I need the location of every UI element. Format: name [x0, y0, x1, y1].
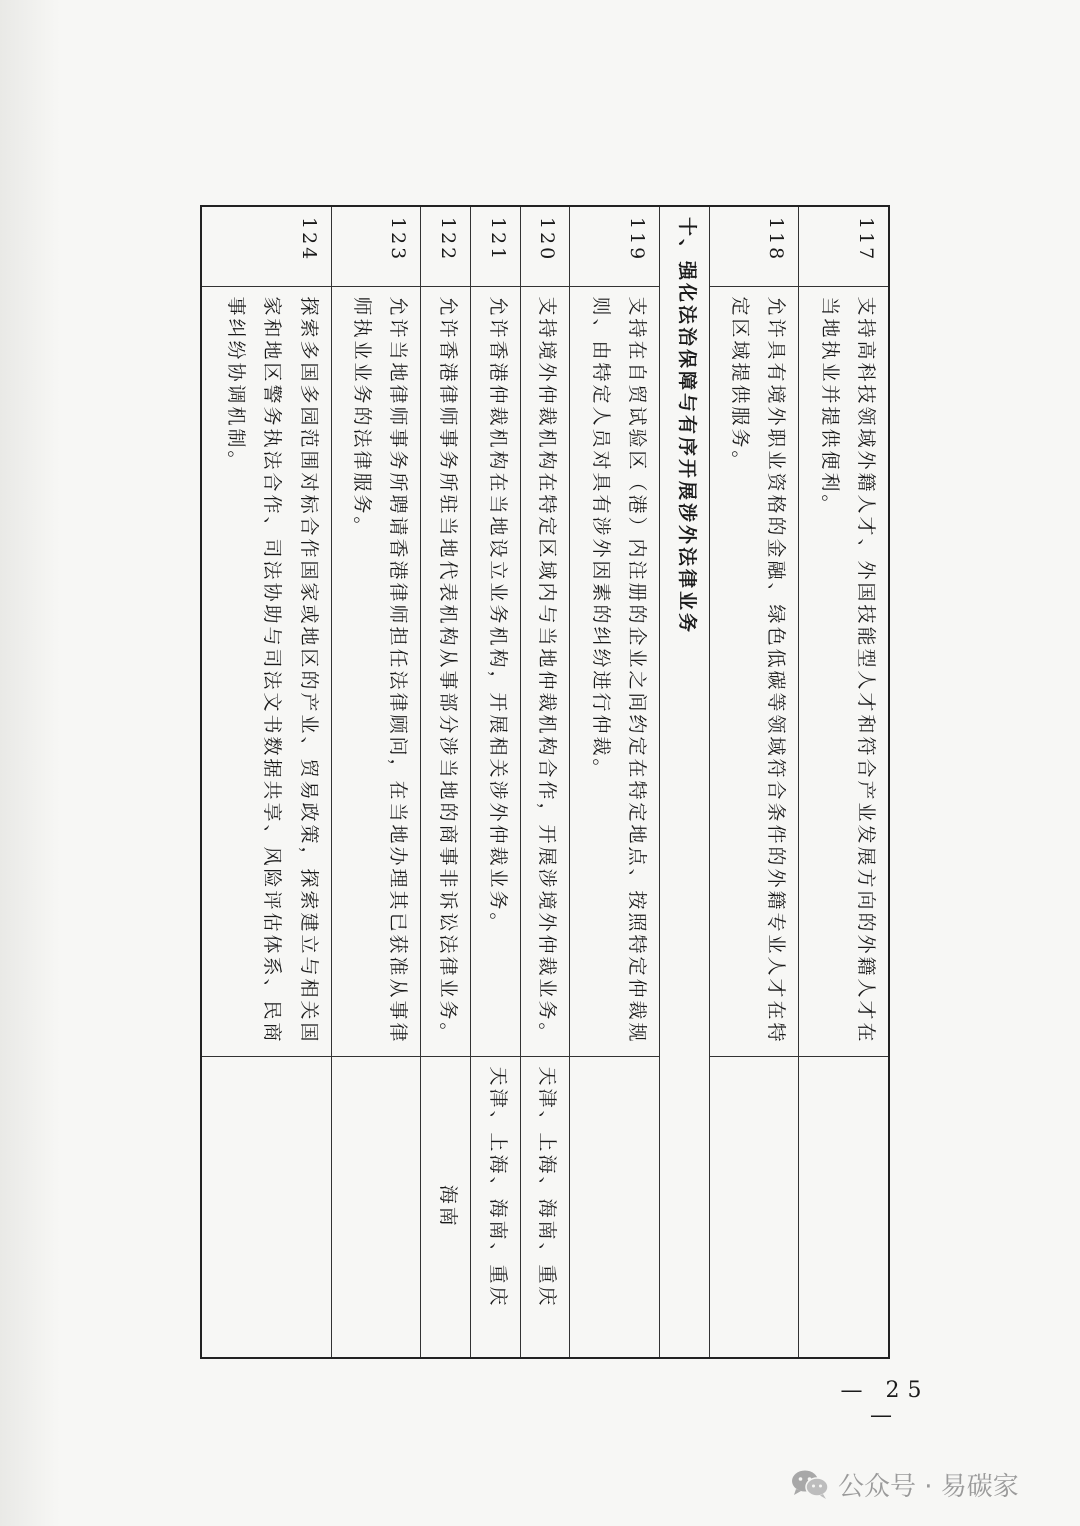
- table-row: [570, 206, 660, 1358]
- row-region: [799, 1056, 889, 1358]
- row-number: 122: [421, 206, 471, 286]
- table-row: [421, 206, 471, 1358]
- row-text: 允许香港律师事务所驻当地代表机构从事部分涉当地的商事非诉讼法律业务。: [421, 286, 471, 1056]
- row-text: 允许香港仲裁机构在当地设立业务机构，开展相关涉外仲裁业务。: [470, 286, 520, 1056]
- section-row: [660, 206, 710, 1358]
- rotated-table-canvas: [200, 205, 890, 1357]
- row-region: [570, 1056, 660, 1358]
- row-text: 支持在自贸试验区（港）内注册的企业之间约定在特定地点、按照特定仲裁规则、由特定人员对具有涉外因素的纠纷进行仲裁。: [570, 286, 660, 1056]
- row-number: 123: [331, 206, 421, 286]
- table-row: [201, 206, 331, 1358]
- row-text: 支持境外仲裁机构在特定区域内与当地仲裁机构合作，开展涉境外仲裁业务。: [520, 286, 570, 1056]
- row-number: 119: [570, 206, 660, 286]
- row-region: 天津、上海、海南、重庆: [520, 1056, 570, 1358]
- page-number: — 25 —: [840, 1378, 930, 1428]
- row-region: [331, 1056, 421, 1358]
- row-text: 支持高科技领域外籍人才、外国技能型人才和符合产业发展方向的外籍人才在当地执业并提供便利。: [799, 286, 889, 1056]
- row-number: 120: [520, 206, 570, 286]
- table-row: [709, 206, 799, 1358]
- row-text: 允许具有境外职业资格的金融、绿色低碳等领域符合条件的外籍专业人才在特定区域提供服务。: [709, 286, 799, 1056]
- row-region: 海南: [421, 1056, 471, 1358]
- row-number: 124: [201, 206, 331, 286]
- policy-table: [200, 205, 890, 1359]
- watermark: [790, 1464, 1019, 1504]
- table-row: [520, 206, 570, 1358]
- row-number: 121: [470, 206, 520, 286]
- watermark-text: 公众号 · 易碳家: [838, 1471, 1019, 1502]
- row-region: 天津、上海、海南、重庆: [470, 1056, 520, 1358]
- table-row: [799, 206, 889, 1358]
- rotated-table-container: [200, 205, 890, 1357]
- table-row: [331, 206, 421, 1358]
- section-title: 十、强化法治保障与有序开展涉外法律业务: [660, 206, 710, 1358]
- row-text: 允许当地律师事务所聘请香港律师担任法律顾问，在当地办理其已获准从事律师执业业务的法律服务。: [331, 286, 421, 1056]
- wechat-icon: [790, 1468, 830, 1500]
- row-region: [709, 1056, 799, 1358]
- row-text: 探索多国多园范围对标合作国家或地区的产业、贸易政策，探索建立与相关国家和地区警务执法合作、司法协助与司法文书数据共享、风险评估体系、民商事纠纷协调机制。: [201, 286, 331, 1056]
- row-number: 117: [799, 206, 889, 286]
- row-region: [201, 1056, 331, 1358]
- table-row: [470, 206, 520, 1358]
- scan-edge-shadow: [0, 0, 60, 1526]
- row-number: 118: [709, 206, 799, 286]
